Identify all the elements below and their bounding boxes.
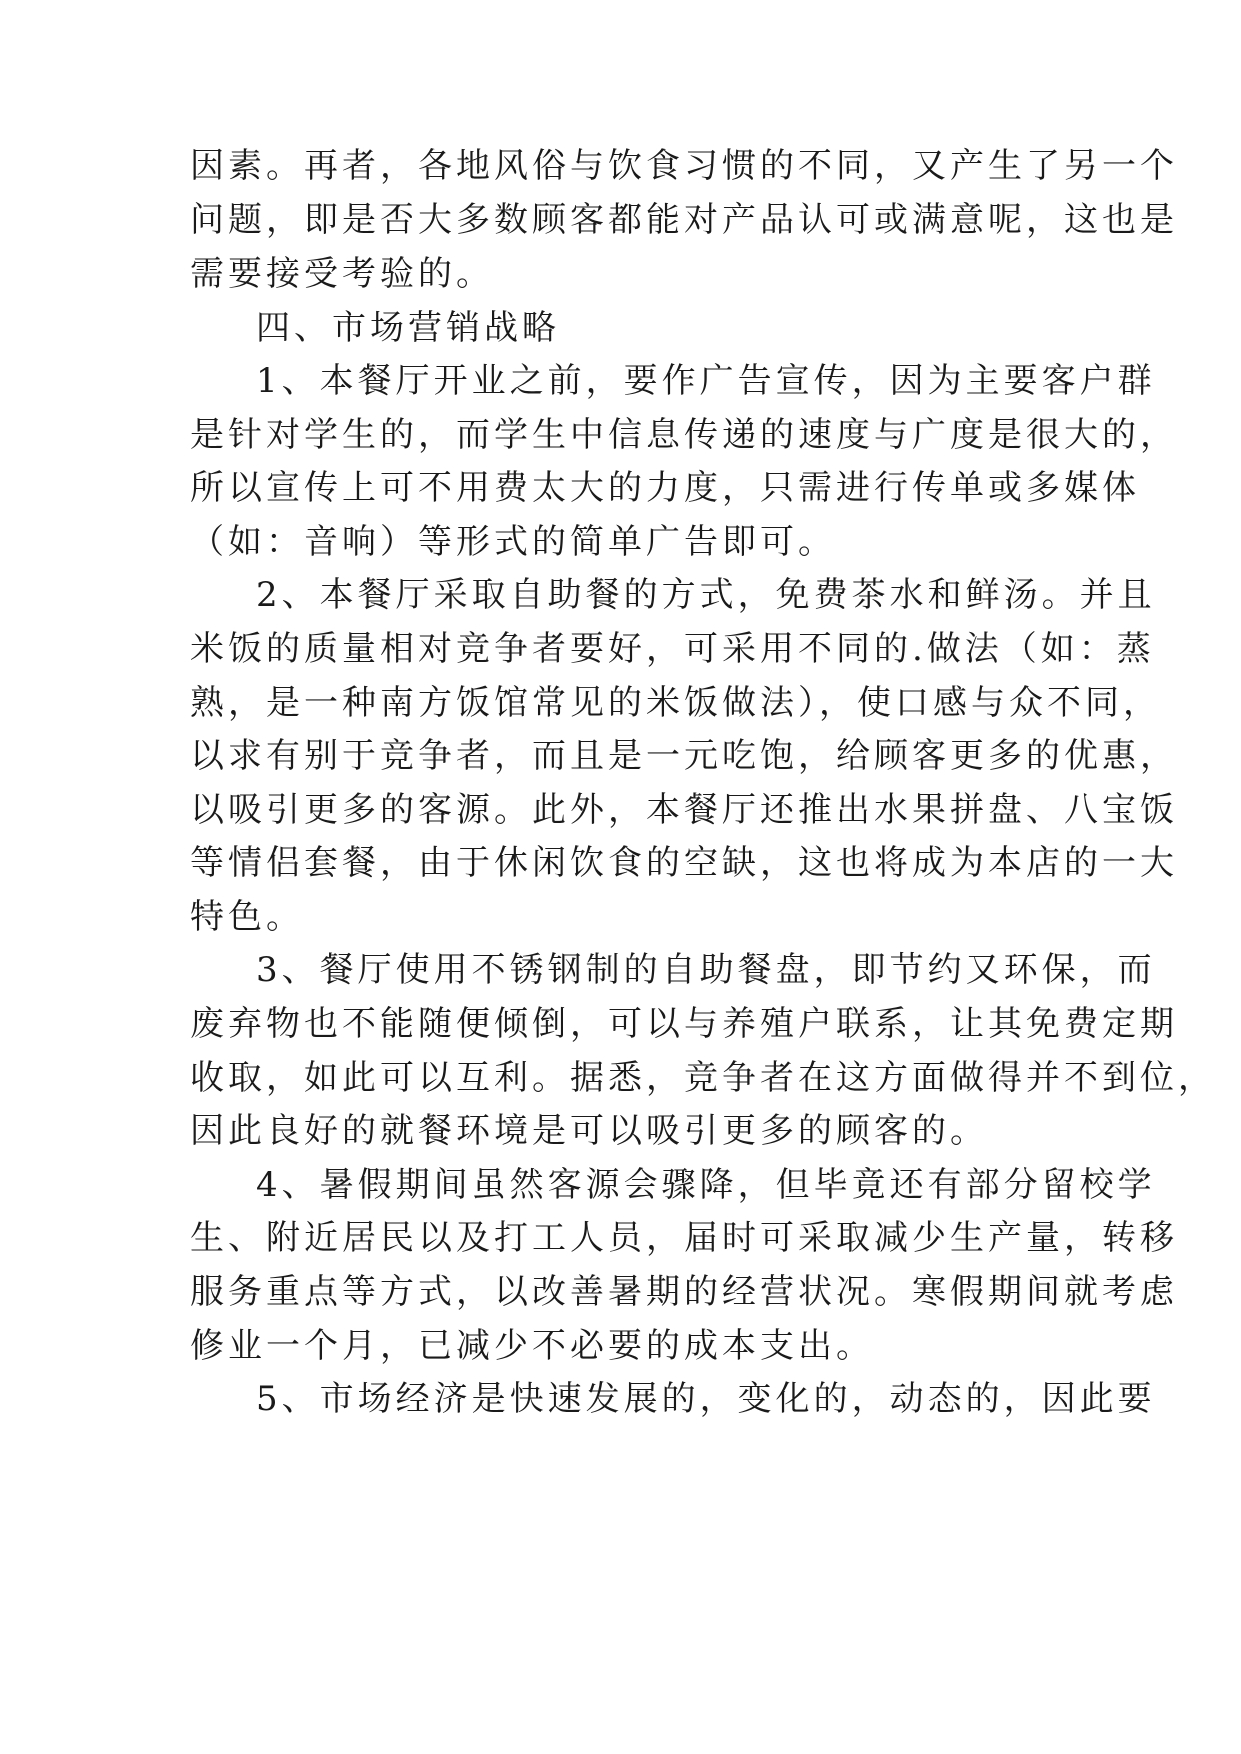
- text-line: 需要接受考验的。: [190, 254, 494, 294]
- text-line: 等情侣套餐，由于休闲饮食的空缺，这也将成为本店的一大: [190, 843, 1178, 883]
- text-line: 以求有别于竞争者，而且是一元吃饱，给顾客更多的优惠，: [190, 736, 1178, 776]
- text-line: 是针对学生的，而学生中信息传递的速度与广度是很大的，: [190, 415, 1178, 455]
- text-line: 以吸引更多的客源。此外，本餐厅还推出水果拼盘、八宝饭: [190, 790, 1178, 830]
- text-line: 废弃物也不能随便倾倒，可以与养殖户联系，让其免费定期: [190, 1004, 1178, 1044]
- text-line: 修业一个月，已减少不必要的成本支出。: [190, 1326, 874, 1366]
- text-line: 问题，即是否大多数顾客都能对产品认可或满意呢，这也是: [190, 200, 1178, 240]
- text-line: 2、本餐厅采取自助餐的方式，免费茶水和鲜汤。并且: [256, 575, 1156, 615]
- text-line: 因此良好的就餐环境是可以吸引更多的顾客的。: [190, 1111, 988, 1151]
- text-line: 1、本餐厅开业之前，要作广告宣传，因为主要客户群: [256, 361, 1156, 401]
- text-line: 所以宣传上可不用费太大的力度，只需进行传单或多媒体: [190, 468, 1140, 508]
- text-line: 因素。再者，各地风俗与饮食习惯的不同，又产生了另一个: [190, 146, 1178, 186]
- text-line: 4、暑假期间虽然客源会骤降，但毕竟还有部分留校学: [256, 1165, 1156, 1205]
- text-line: 米饭的质量相对竞争者要好，可采用不同的.做法（如：蒸: [190, 629, 1155, 669]
- text-line: 5、市场经济是快速发展的，变化的，动态的，因此要: [256, 1379, 1156, 1419]
- text-line: 3、餐厅使用不锈钢制的自助餐盘，即节约又环保，而: [256, 950, 1156, 990]
- text-line: 服务重点等方式，以改善暑期的经营状况。寒假期间就考虑: [190, 1272, 1178, 1312]
- text-line: 收取，如此可以互利。据悉，竞争者在这方面做得并不到位，: [190, 1058, 1216, 1098]
- text-line: （如：音响）等形式的简单广告即可。: [190, 522, 836, 562]
- section-heading: 四、市场营销战略: [256, 308, 560, 348]
- text-line: 特色。: [190, 897, 304, 937]
- text-line: 熟，是一种南方饭馆常见的米饭做法），使口感与众不同，: [190, 683, 1161, 723]
- text-line: 生、附近居民以及打工人员，届时可采取减少生产量，转移: [190, 1218, 1178, 1258]
